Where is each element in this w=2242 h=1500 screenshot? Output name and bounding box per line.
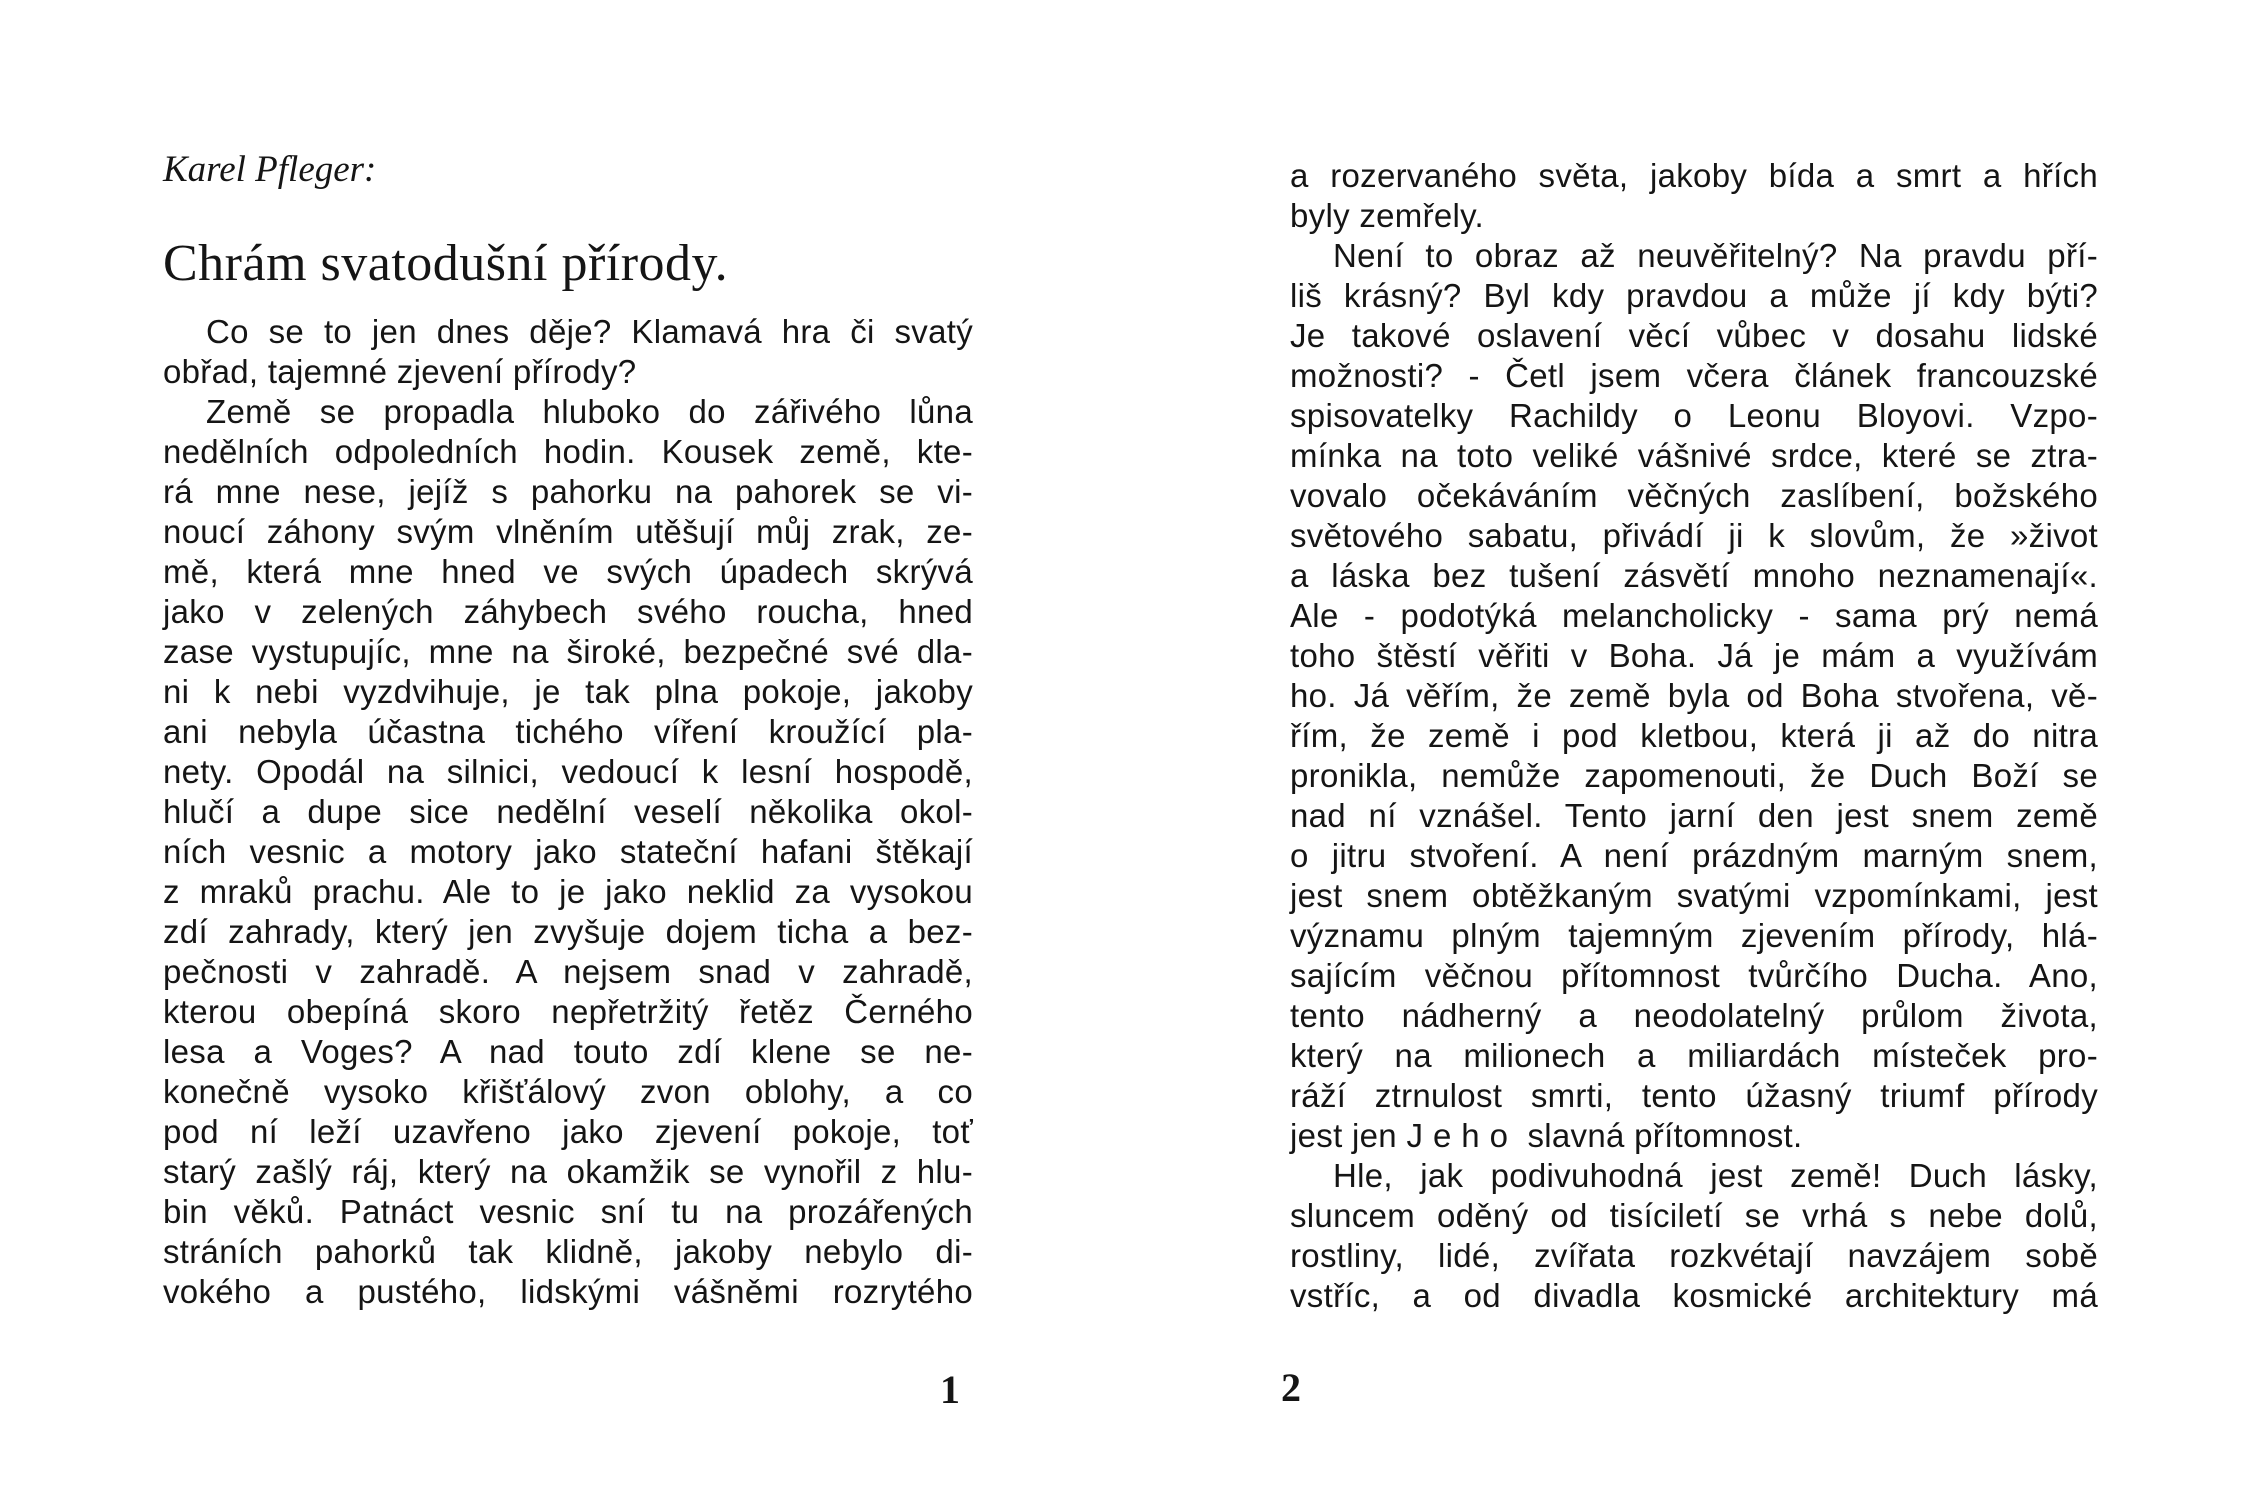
author-name: Karel Pfleger: [163, 149, 377, 190]
text-line: toho štěstí věřiti v Boha. Já je mám a využívám [1290, 637, 2098, 674]
text-line: z mraků prachu. Ale to je jako neklid za vysokou [163, 873, 973, 910]
text-line: sajícím věčnou přítomnost tvůrčího Ducha. Ano, [1290, 957, 2098, 994]
text-line: pronikla, nemůže zapomenouti, že Duch Boží se [1290, 757, 2098, 794]
text-line: ho. Já věřím, že země byla od Boha stvořena, vě- [1290, 677, 2098, 714]
text-line: ni k nebi vyzdvihuje, je tak plna pokoje, jakoby [163, 673, 973, 710]
text-line: jest snem obtěžkaným svatými vzpomínkami, jest [1290, 877, 2098, 914]
text-line: rá mne nese, jejíž s pahorku na pahorek se vi- [163, 473, 973, 510]
text-line: konečně vysoko křišťálový zvon oblohy, a co [163, 1073, 973, 1110]
text-line: pečnosti v zahradě. A nejsem snad v zahradě, [163, 953, 973, 990]
text-line-jeho [1290, 1116, 2098, 1156]
text-line: ních vesnic a motory jako stateční hafani štěkají [163, 833, 973, 870]
text-line: liš krásný? Byl kdy pravdou a může jí kdy býti? [1290, 277, 2098, 314]
text-line: nety. Opodál na silnici, vedoucí k lesní hospodě, [163, 753, 973, 790]
text-line: Ale - podotýká melancholicky - sama prý nemá [1290, 597, 2098, 634]
text-line: noucí záhony svým vlněním utěšují můj zrak, ze- [163, 513, 973, 550]
text-line: pod ní leží uzavřeno jako zjevení pokoje, toť [163, 1113, 973, 1150]
text-line: byly zemřely. [1290, 197, 1484, 234]
text-line: jako v zelených záhybech svého roucha, hned [163, 593, 973, 630]
text-line: sluncem oděný od tisíciletí se vrhá s nebe dolů, [1290, 1197, 2098, 1234]
text-line: o jitru stvoření. A není prázdným marným snem, [1290, 837, 2098, 874]
text-line: světového sabatu, přivádí ji k slovům, že »život [1290, 517, 2098, 554]
text-line: vstříc, a od divadla kosmické architektury má [1290, 1277, 2098, 1314]
text-line: obřad, tajemné zjevení přírody? [163, 353, 637, 390]
text-line: a láska bez tušení zásvětí mnoho neznamenají«. [1290, 557, 2098, 594]
text-line: Není to obraz až neuvěřitelný? Na pravdu pří- [1333, 237, 2098, 274]
text-line: Země se propadla hluboko do zářivého lůna [206, 393, 973, 430]
text-fragment: jest jen [1290, 1117, 1407, 1154]
text-line: řím, že země i pod kletbou, která ji až do nitra [1290, 717, 2098, 754]
emphasized-word: Jeho [1406, 1117, 1518, 1154]
chapter-title: Chrám svatodušní přírody. [163, 235, 729, 292]
text-line: zase vystupujíc, mne na široké, bezpečné své dla- [163, 633, 973, 670]
text-line: nedělních odpoledních hodin. Kousek země, kte- [163, 433, 973, 470]
text-line: spisovatelky Rachildy o Leonu Bloyovi. Vzpo- [1290, 397, 2098, 434]
text-line: mínka na toto veliké vášnivé srdce, které se ztra- [1290, 437, 2098, 474]
text-line: možnosti? - Četl jsem včera článek francouzské [1290, 357, 2098, 394]
text-line: mě, která mne hned ve svých úpadech skrývá [163, 553, 973, 590]
page-number: 2 [1281, 1365, 1301, 1410]
text-line: stráních pahorků tak klidně, jakoby nebylo di- [163, 1233, 973, 1270]
text-line: vovalo očekáváním věčných zaslíbení, božského [1290, 477, 2098, 514]
text-line: starý zašlý ráj, který na okamžik se vynořil z hlu- [163, 1153, 973, 1190]
text-line: a rozervaného světa, jakoby bída a smrt a hřích [1290, 157, 2098, 194]
text-line: ráží ztrnulost smrti, tento úžasný triumf přírody [1290, 1077, 2098, 1114]
text-line: hlučí a dupe sice nedělní veselí několika okol- [163, 793, 973, 830]
text-line: vokého a pustého, lidskými vášněmi rozrytého [163, 1273, 973, 1310]
right-body-text [1290, 156, 2098, 1316]
text-line: ani nebyla účastna tichého víření kroužící pla- [163, 713, 973, 750]
left-body-text [163, 312, 973, 1312]
text-line: bin věků. Patnáct vesnic sní tu na prozářených [163, 1193, 973, 1230]
page-number: 1 [940, 1367, 960, 1412]
text-line: Co se to jen dnes děje? Klamavá hra či svatý [206, 313, 973, 350]
text-line: kterou obepíná skoro nepřetržitý řetěz Černého [163, 993, 973, 1030]
text-fragment: slavná přítomnost. [1518, 1117, 1803, 1154]
text-line: Hle, jak podivuhodná jest země! Duch lásky, [1333, 1157, 2098, 1194]
text-line: Je takové oslavení věcí vůbec v dosahu lidské [1290, 317, 2098, 354]
text-line: lesa a Voges? A nad touto zdí klene se ne- [163, 1033, 973, 1070]
text-line: významu plným tajemným zjevením přírody, hlá- [1290, 917, 2098, 954]
text-line: tento nádherný a neodolatelný průlom života, [1290, 997, 2098, 1034]
text-line: který na milionech a miliardách místeček pro- [1290, 1037, 2098, 1074]
text-line: rostliny, lidé, zvířata rozkvétají navzájem sobě [1290, 1237, 2098, 1274]
text-line: zdí zahrady, který jen zvyšuje dojem ticha a bez- [163, 913, 973, 950]
text-line: nad ní vznášel. Tento jarní den jest snem země [1290, 797, 2098, 834]
